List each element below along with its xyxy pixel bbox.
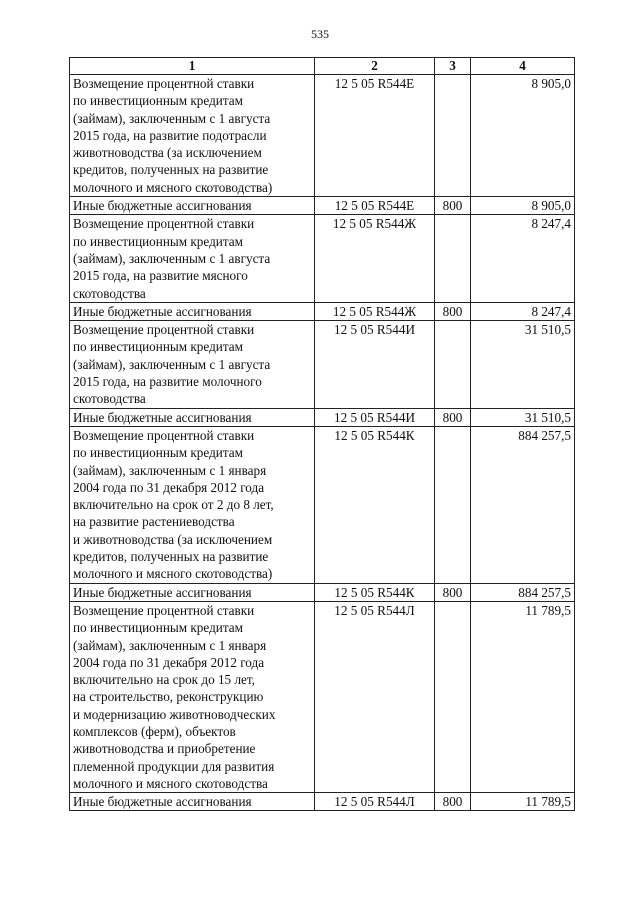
description-line: на развитие растениеводства	[73, 514, 235, 530]
table-row	[70, 583, 575, 601]
table-row	[70, 197, 575, 215]
row-expense-type: 800	[435, 793, 471, 811]
description-line: Возмещение процентной ставки	[73, 216, 255, 232]
header-col-4: 4	[471, 58, 575, 75]
header-col-2: 2	[315, 58, 435, 75]
description-line: комплексов (ферм), объектов	[73, 723, 236, 739]
table-body	[70, 75, 575, 811]
table-header-row	[70, 58, 575, 75]
description-line: кредитов, полученных на развитие	[73, 549, 269, 565]
description-line: молочного и мясного скотоводства	[73, 775, 268, 791]
description-line: (займам), заключенным с 1 января	[73, 462, 267, 478]
row-amount: 884 257,5	[471, 583, 575, 601]
description-line: скотоводства	[73, 391, 146, 407]
description-line: 2004 года по 31 декабря 2012 года	[73, 479, 265, 495]
description-line: Иные бюджетные ассигнования	[73, 584, 252, 600]
description-line: включительно на срок от 2 до 8 лет,	[73, 497, 274, 513]
description-line: племенной продукции для развития	[73, 758, 275, 774]
row-code: 12 5 05 R544К	[315, 426, 435, 583]
row-code: 12 5 05 R544Л	[315, 793, 435, 811]
row-code: 12 5 05 R544Е	[315, 197, 435, 215]
table-row	[70, 321, 575, 408]
description-line: по инвестиционным кредитам	[73, 620, 243, 636]
row-amount: 884 257,5	[471, 426, 575, 583]
description-line: 2015 года, на развитие молочного	[73, 374, 262, 390]
row-expense-type	[435, 321, 471, 408]
budget-table	[69, 57, 575, 811]
table-row	[70, 601, 575, 792]
row-expense-type	[435, 601, 471, 792]
row-expense-type: 800	[435, 583, 471, 601]
description-line: и животноводства (за исключением	[73, 531, 273, 547]
description-line: Возмещение процентной ставки	[73, 602, 255, 618]
row-description	[70, 601, 315, 792]
row-code: 12 5 05 R544И	[315, 408, 435, 426]
description-line: Возмещение процентной ставки	[73, 427, 255, 443]
row-code: 12 5 05 R544Ж	[315, 215, 435, 302]
row-expense-type: 800	[435, 408, 471, 426]
description-line: 2015 года, на развитие мясного	[73, 268, 248, 284]
row-expense-type	[435, 215, 471, 302]
description-line: на строительство, реконструкцию	[73, 689, 264, 705]
row-description	[70, 321, 315, 408]
description-line: Иные бюджетные ассигнования	[73, 794, 252, 810]
row-description	[70, 197, 315, 215]
description-line: Возмещение процентной ставки	[73, 322, 255, 338]
description-line: Иные бюджетные ассигнования	[73, 409, 252, 425]
description-line: по инвестиционным кредитам	[73, 233, 243, 249]
description-line: 2004 года по 31 декабря 2012 года	[73, 654, 265, 670]
row-expense-type: 800	[435, 302, 471, 320]
row-description	[70, 583, 315, 601]
description-line: (займам), заключенным с 1 августа	[73, 250, 271, 266]
description-line: молочного и мясного скотоводства)	[73, 566, 273, 582]
description-line: животноводства и приобретение	[73, 741, 256, 757]
description-line: Возмещение процентной ставки	[73, 76, 255, 91]
row-expense-type	[435, 75, 471, 197]
table-row	[70, 215, 575, 302]
row-expense-type	[435, 426, 471, 583]
header-col-3: 3	[435, 58, 471, 75]
table-row	[70, 408, 575, 426]
description-line: по инвестиционным кредитам	[73, 445, 243, 461]
description-line: (займам), заключенным с 1 августа	[73, 110, 271, 126]
description-line: скотоводства	[73, 285, 146, 301]
header-col-1: 1	[70, 58, 315, 75]
description-line: животноводства (за исключением	[73, 145, 262, 161]
description-line: (займам), заключенным с 1 января	[73, 637, 267, 653]
row-description	[70, 302, 315, 320]
description-line: Иные бюджетные ассигнования	[73, 303, 252, 319]
description-line: по инвестиционным кредитам	[73, 339, 243, 355]
table-row	[70, 426, 575, 583]
row-code: 12 5 05 R544К	[315, 583, 435, 601]
row-amount: 8 247,4	[471, 215, 575, 302]
description-line: по инвестиционным кредитам	[73, 93, 243, 109]
description-line: и модернизацию животноводческих	[73, 706, 276, 722]
row-amount: 11 789,5	[471, 601, 575, 792]
description-line: включительно на срок до 15 лет,	[73, 672, 255, 688]
row-amount: 8 905,0	[471, 75, 575, 197]
row-description	[70, 793, 315, 811]
description-line: (займам), заключенным с 1 августа	[73, 356, 271, 372]
description-line: Иные бюджетные ассигнования	[73, 198, 252, 214]
row-description	[70, 426, 315, 583]
page-number: 535	[311, 27, 329, 41]
row-amount: 31 510,5	[471, 408, 575, 426]
table-row	[70, 75, 575, 197]
row-amount: 31 510,5	[471, 321, 575, 408]
row-code: 12 5 05 R544Е	[315, 75, 435, 197]
row-description	[70, 408, 315, 426]
row-code: 12 5 05 R544И	[315, 321, 435, 408]
row-description	[70, 215, 315, 302]
row-amount: 8 247,4	[471, 302, 575, 320]
table-row	[70, 302, 575, 320]
row-code: 12 5 05 R544Ж	[315, 302, 435, 320]
row-code: 12 5 05 R544Л	[315, 601, 435, 792]
table-row	[70, 793, 575, 811]
row-expense-type: 800	[435, 197, 471, 215]
row-amount: 8 905,0	[471, 197, 575, 215]
description-line: 2015 года, на развитие подотрасли	[73, 127, 267, 143]
description-line: кредитов, полученных на развитие	[73, 162, 269, 178]
row-description	[70, 75, 315, 197]
row-amount: 11 789,5	[471, 793, 575, 811]
description-line: молочного и мясного скотоводства)	[73, 179, 273, 195]
